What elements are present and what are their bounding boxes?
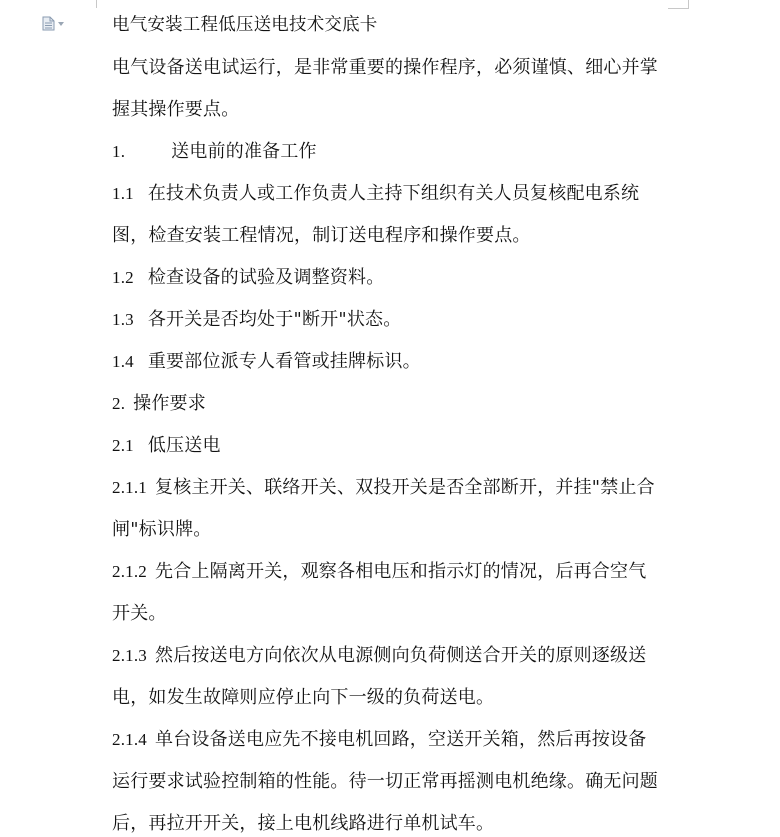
item-1-2-number: 1.2	[112, 268, 134, 287]
intro-paragraph-line-1: 电气设备送电试运行，是非常重要的操作程序，必须谨慎、细心并掌	[112, 57, 658, 78]
item-1-1-number: 1.1	[112, 184, 134, 203]
item-1-1-text: 在技术负责人或工作负责人主持下组织有关人员复核配电系统	[147, 183, 640, 204]
margin-corner-mark-left	[96, 0, 97, 8]
item-2-1-2-line-2: 开关。	[112, 603, 167, 624]
item-2-1-4-number: 2.1.4	[112, 730, 147, 749]
section-1-number: 1.	[112, 142, 126, 161]
item-2-1-2-text: 先合上隔离开关，观察各相电压和指示灯的情况，后再合空气	[155, 561, 647, 582]
item-1-2	[112, 266, 384, 290]
item-1-3-text: 各开关是否均处于"断开"状态。	[147, 309, 402, 330]
intro-paragraph-line-2: 握其操作要点。	[112, 99, 240, 120]
margin-corner-mark-right	[668, 0, 689, 9]
caret-down-icon	[58, 22, 64, 26]
item-2-1-4-line-2: 运行要求试验控制箱的性能。待一切正常再摇测电机绝缘。确无问题	[112, 771, 658, 792]
item-2-1-number: 2.1	[112, 436, 134, 455]
item-2-1-1-number: 2.1.1	[112, 478, 147, 497]
item-2-1-1-text: 复核主开关、联络开关、双投开关是否全部断开，并挂"禁止合	[155, 477, 655, 498]
item-1-4-text: 重要部位派专人看管或挂牌标识。	[147, 351, 421, 372]
item-1-3-number: 1.3	[112, 310, 134, 329]
item-2-1-4-line-1	[112, 728, 646, 752]
item-2-1-3-text: 然后按送电方向依次从电源侧向负荷侧送合开关的原则逐级送	[155, 645, 647, 666]
item-1-2-text: 检查设备的试验及调整资料。	[147, 267, 385, 288]
section-1-heading	[112, 140, 317, 164]
item-2-1-4-text: 单台设备送电应先不接电机回路，空送开关箱，然后再按设备	[155, 729, 647, 750]
item-2-1-1-line-2: 闸"标识牌。	[112, 519, 212, 540]
item-1-4-number: 1.4	[112, 352, 134, 371]
item-1-4	[112, 350, 421, 374]
item-2-1-1-line-1	[112, 476, 655, 500]
document-icon	[42, 16, 55, 31]
item-1-1-line-1	[112, 182, 639, 206]
section-2-heading	[112, 392, 206, 416]
section-2-number: 2.	[112, 394, 126, 413]
item-2-1-text: 低压送电	[147, 435, 221, 456]
section-1-text: 送电前的准备工作	[171, 141, 317, 162]
item-2-1-2-line-1	[112, 560, 646, 584]
item-2-1-3-line-2: 电，如发生故障则应停止向下一级的负荷送电。	[112, 687, 495, 708]
item-2-1-3-number: 2.1.3	[112, 646, 147, 665]
item-1-1-line-2: 图，检查安装工程情况，制订送电程序和操作要点。	[112, 225, 531, 246]
item-1-3	[112, 308, 401, 332]
item-2-1-3-line-1	[112, 644, 646, 668]
paragraph-options-button[interactable]	[42, 16, 64, 31]
document-title: 电气安装工程低压送电技术交底卡	[112, 15, 378, 35]
item-2-1	[112, 434, 221, 458]
item-2-1-4-line-3: 后，再拉开开关，接上电机线路进行单机试车。	[112, 813, 495, 834]
section-2-text: 操作要求	[133, 393, 206, 414]
item-2-1-2-number: 2.1.2	[112, 562, 147, 581]
